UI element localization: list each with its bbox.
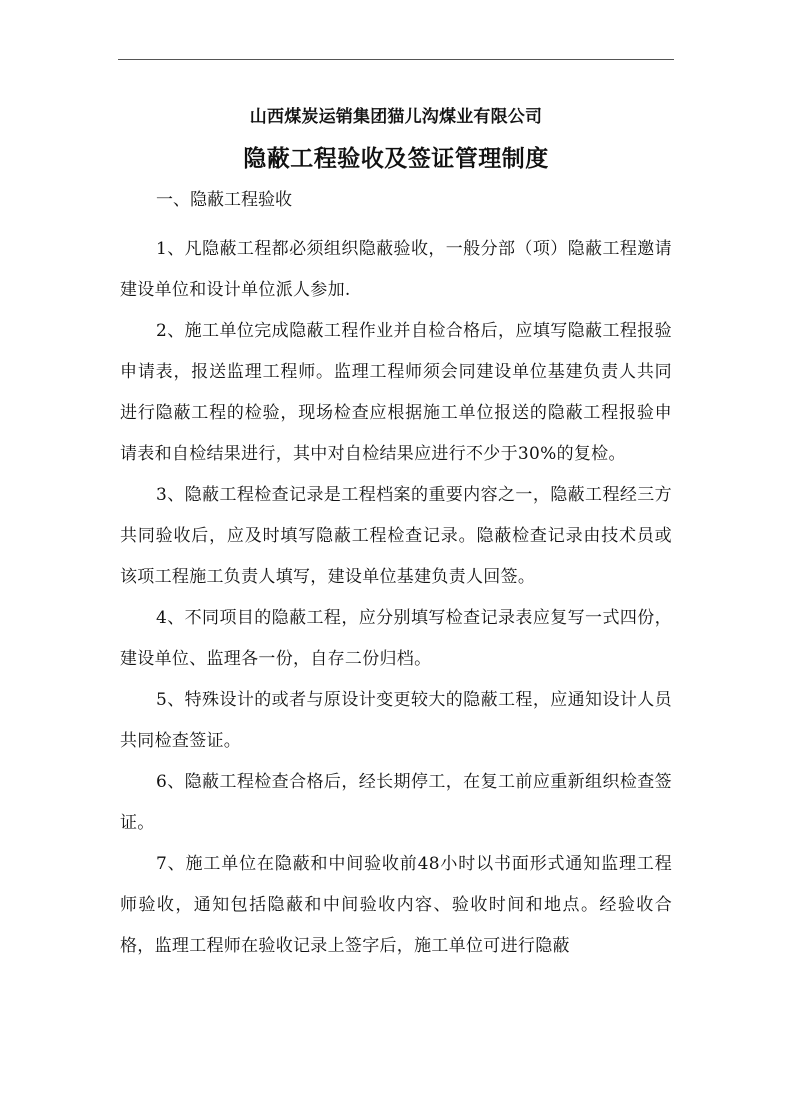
document-title: 隐蔽工程验收及签证管理制度 xyxy=(243,145,549,172)
header-rule xyxy=(118,59,674,60)
paragraph-2: 2、施工单位完成隐蔽工程作业并自检合格后，应填写隐蔽工程报验申请表，报送监理工程师。监理工程师须会同建设单位基建负责人共同进行隐蔽工程的检验，现场检查应根据施工单位报送的隐蔽工程报验申请表和自检结果进行，其中对自检结果应进行不少于30%的复检。 xyxy=(120,321,672,464)
document-body xyxy=(120,229,672,967)
paragraph-1: 1、凡隐蔽工程都必须组织隐蔽验收，一般分部（项）隐蔽工程邀请建设单位和设计单位派人参加. xyxy=(120,239,672,300)
paragraph-6: 6、隐蔽工程检查合格后，经长期停工，在复工前应重新组织检查签证。 xyxy=(120,772,672,833)
paragraph-3: 3、隐蔽工程检查记录是工程档案的重要内容之一，隐蔽工程经三方共同验收后，应及时填写隐蔽工程检查记录。隐蔽检查记录由技术员或该项工程施工负责人填写，建设单位基建负责人回签。 xyxy=(120,485,672,587)
section-heading: 一、隐蔽工程验收 xyxy=(156,190,292,210)
paragraph-4: 4、不同项目的隐蔽工程，应分别填写检查记录表应复写一式四份，建设单位、监理各一份，自存二份归档。 xyxy=(120,608,672,669)
company-name: 山西煤炭运销集团猫儿沟煤业有限公司 xyxy=(249,107,543,127)
paragraph-7: 7、施工单位在隐蔽和中间验收前48小时以书面形式通知监理工程师验收，通知包括隐蔽和中间验收内容、验收时间和地点。经验收合格，监理工程师在验收记录上签字后，施工单位可进行隐蔽 xyxy=(120,854,672,956)
paragraph-5: 5、特殊设计的或者与原设计变更较大的隐蔽工程，应通知设计人员共同检查签证。 xyxy=(120,690,672,751)
